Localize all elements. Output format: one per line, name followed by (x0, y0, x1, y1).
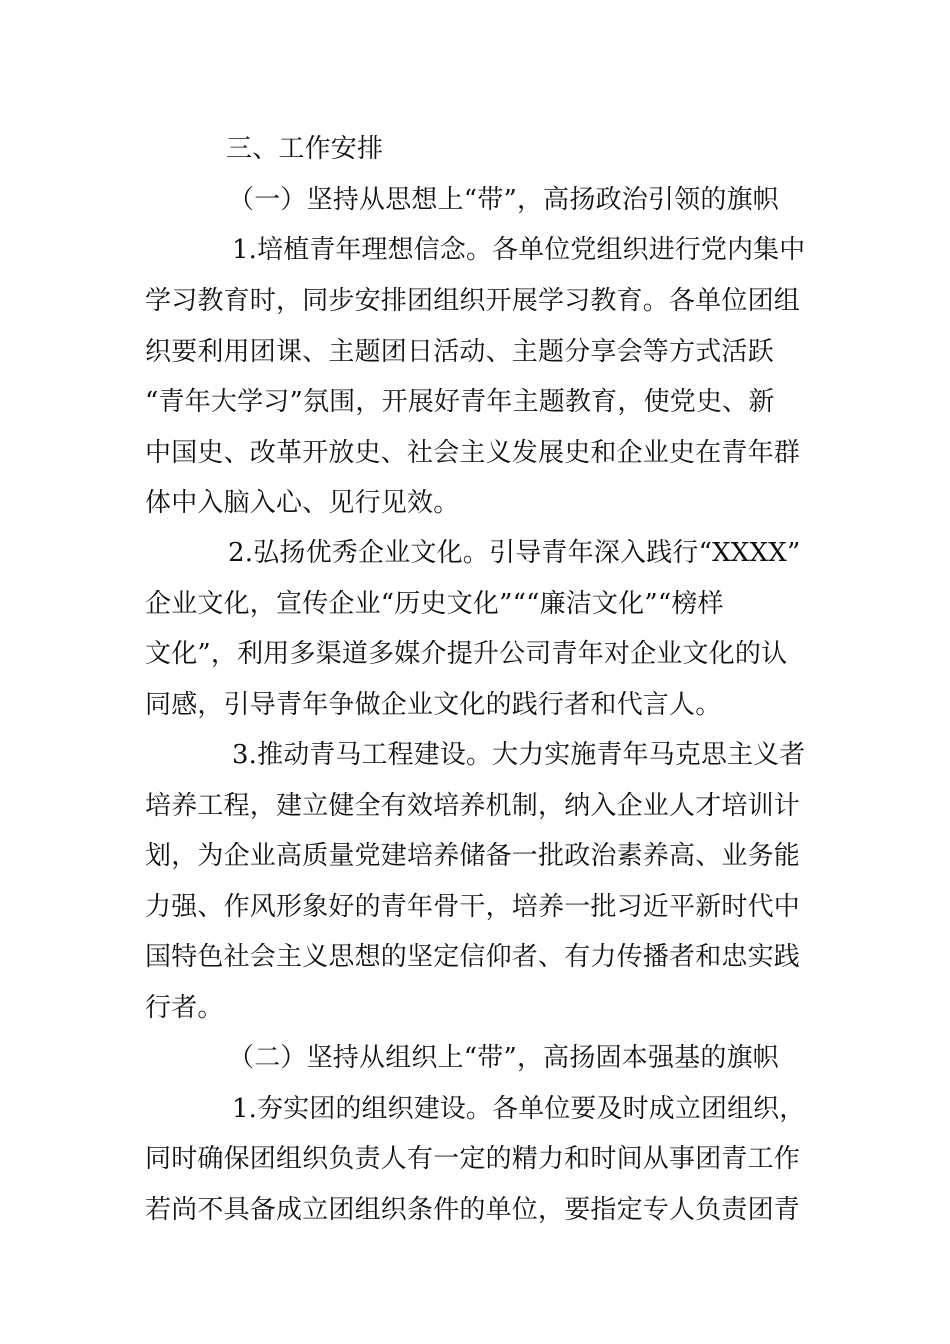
paragraph-line: 企业文化，宣传企业“历史文化”““廉洁文化”“榜样 (145, 589, 724, 619)
paragraph-line: 3.推动青马工程建设。大力实施青年马克思主义者 (232, 740, 806, 770)
paragraph-line: 培养工程，建立健全有效培养机制，纳入企业人才培训计 (145, 791, 801, 821)
paragraph-line: 1.培植青年理想信念。各单位党组织进行党内集中 (232, 235, 806, 265)
paragraph-line: 1.夯实团的组织建设。各单位要及时成立团组织， (232, 1094, 806, 1124)
paragraph-line: 中国史、改革开放史、社会主义发展史和企业史在青年群 (145, 438, 801, 468)
paragraph-line: 体中入脑入心、见行见效。 (145, 488, 460, 518)
paragraph-line: 文化”，利用多渠道多媒介提升公司青年对企业文化的认 (145, 639, 788, 669)
subsection-heading-1: （一）坚持从思想上“带”，高扬政治引领的旗帜 (228, 185, 779, 215)
paragraph-line: 行者。 (145, 993, 224, 1023)
paragraph-line: 同感，引导青年争做企业文化的践行者和代言人。 (145, 690, 722, 720)
subsection-heading-2: （二）坚持从组织上“带”，高扬固本强基的旗帜 (228, 1043, 779, 1073)
paragraph-line: 2.弘扬优秀企业文化。引导青年深入践行“XXXX” (228, 538, 801, 568)
paragraph-line: 若尚不具备成立团组织条件的单位，要指定专人负责团青 (145, 1195, 801, 1225)
section-heading: 三、工作安排 (226, 134, 384, 164)
paragraph-line: 学习教育时，同步安排团组织开展学习教育。各单位团组 (145, 286, 801, 316)
paragraph-line: “青年大学习”氛围，开展好青年主题教育，使党史、新 (145, 387, 775, 417)
paragraph-line: 同时确保团组织负责人有一定的精力和时间从事团青工作 (145, 1144, 801, 1174)
paragraph-line: 织要利用团课、主题团日活动、主题分享会等方式活跃 (145, 337, 774, 367)
paragraph-line: 划，为企业高质量党建培养储备一批政治素养高、业务能 (145, 841, 801, 871)
paragraph-line: 力强、作风形象好的青年骨干，培养一批习近平新时代中 (145, 892, 801, 922)
paragraph-line: 国特色社会主义思想的坚定信仰者、有力传播者和忠实践 (145, 942, 801, 972)
